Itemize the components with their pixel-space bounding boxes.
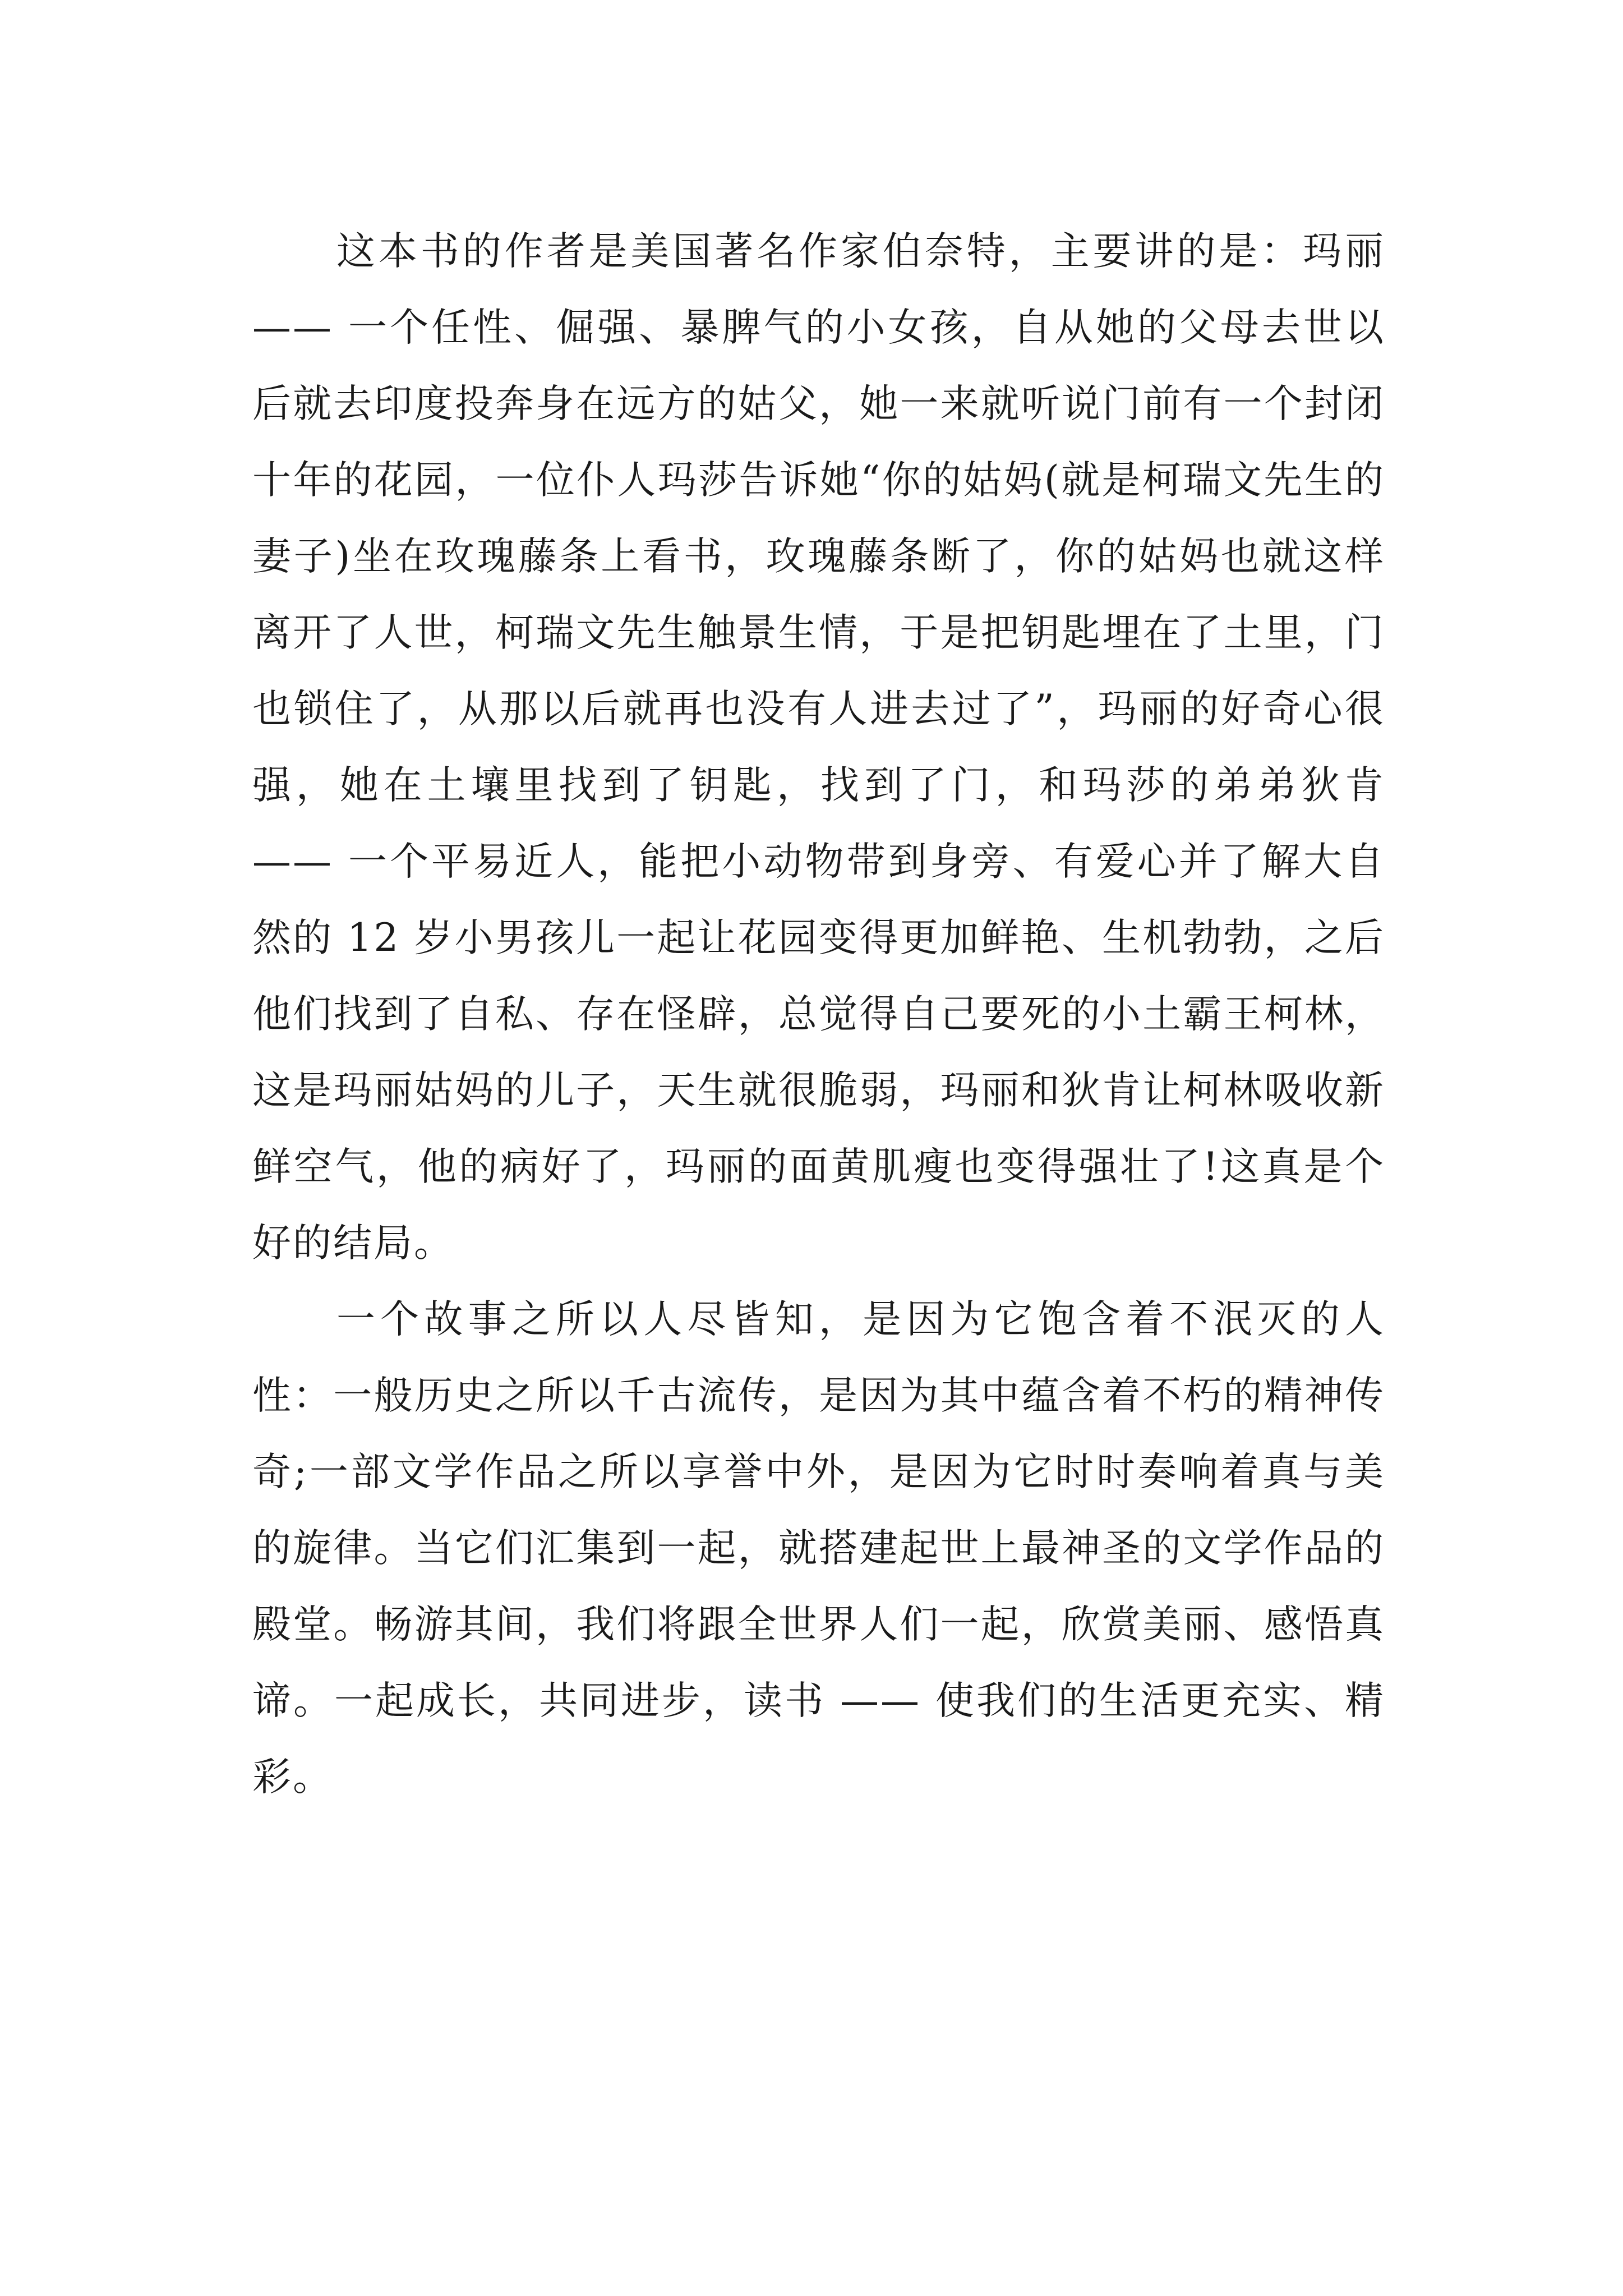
- paragraph-book-summary: 这本书的作者是美国著名作家伯奈特，主要讲的是：玛丽 —— 一个任性、倔强、暴脾气的小女孩，自从她的父母去世以后就去印度投奔身在远方的姑父，她一来就听说门前有一个封闭十年的花园，一位仆人玛莎告诉她“你的姑妈(就是柯瑞文先生的妻子)坐在玫瑰藤条上看书，玫瑰藤条断了，你的姑妈也就这样离开了人世，柯瑞文先生触景生情，于是把钥匙埋在了土里，门也锁住了，从那以后就再也没有人进去过了”，玛丽的好奇心很强，她在土壤里找到了钥匙，找到了门，和玛莎的弟弟狄肯 —— 一个平易近人，能把小动物带到身旁、有爱心并了解大自然的 12 岁小男孩儿一起让花园变得更加鲜艳、生机勃勃，之后他们找到了自私、存在怪辟，总觉得自己要死的小土霸王柯林，这是玛丽姑妈的儿子，天生就很脆弱，玛丽和狄肯让柯林吸收新鲜空气，他的病好了，玛丽的面黄肌瘦也变得强壮了!这真是个好的结局。: [252, 229, 1385, 1266]
- document-body: [252, 213, 1385, 1815]
- paragraph-reflection: 一个故事之所以人尽皆知，是因为它饱含着不泯灭的人性：一般历史之所以千古流传，是因为其中蕴含着不朽的精神传奇;一部文学作品之所以享誉中外，是因为它时时奏响着真与美的旋律。当它们汇集到一起，就搭建起世上最神圣的文学作品的殿堂。畅游其间，我们将跟全世界人们一起，欣赏美丽、感悟真谛。一起成长，共同进步，读书 —— 使我们的生活更充实、精彩。: [252, 1297, 1385, 1800]
